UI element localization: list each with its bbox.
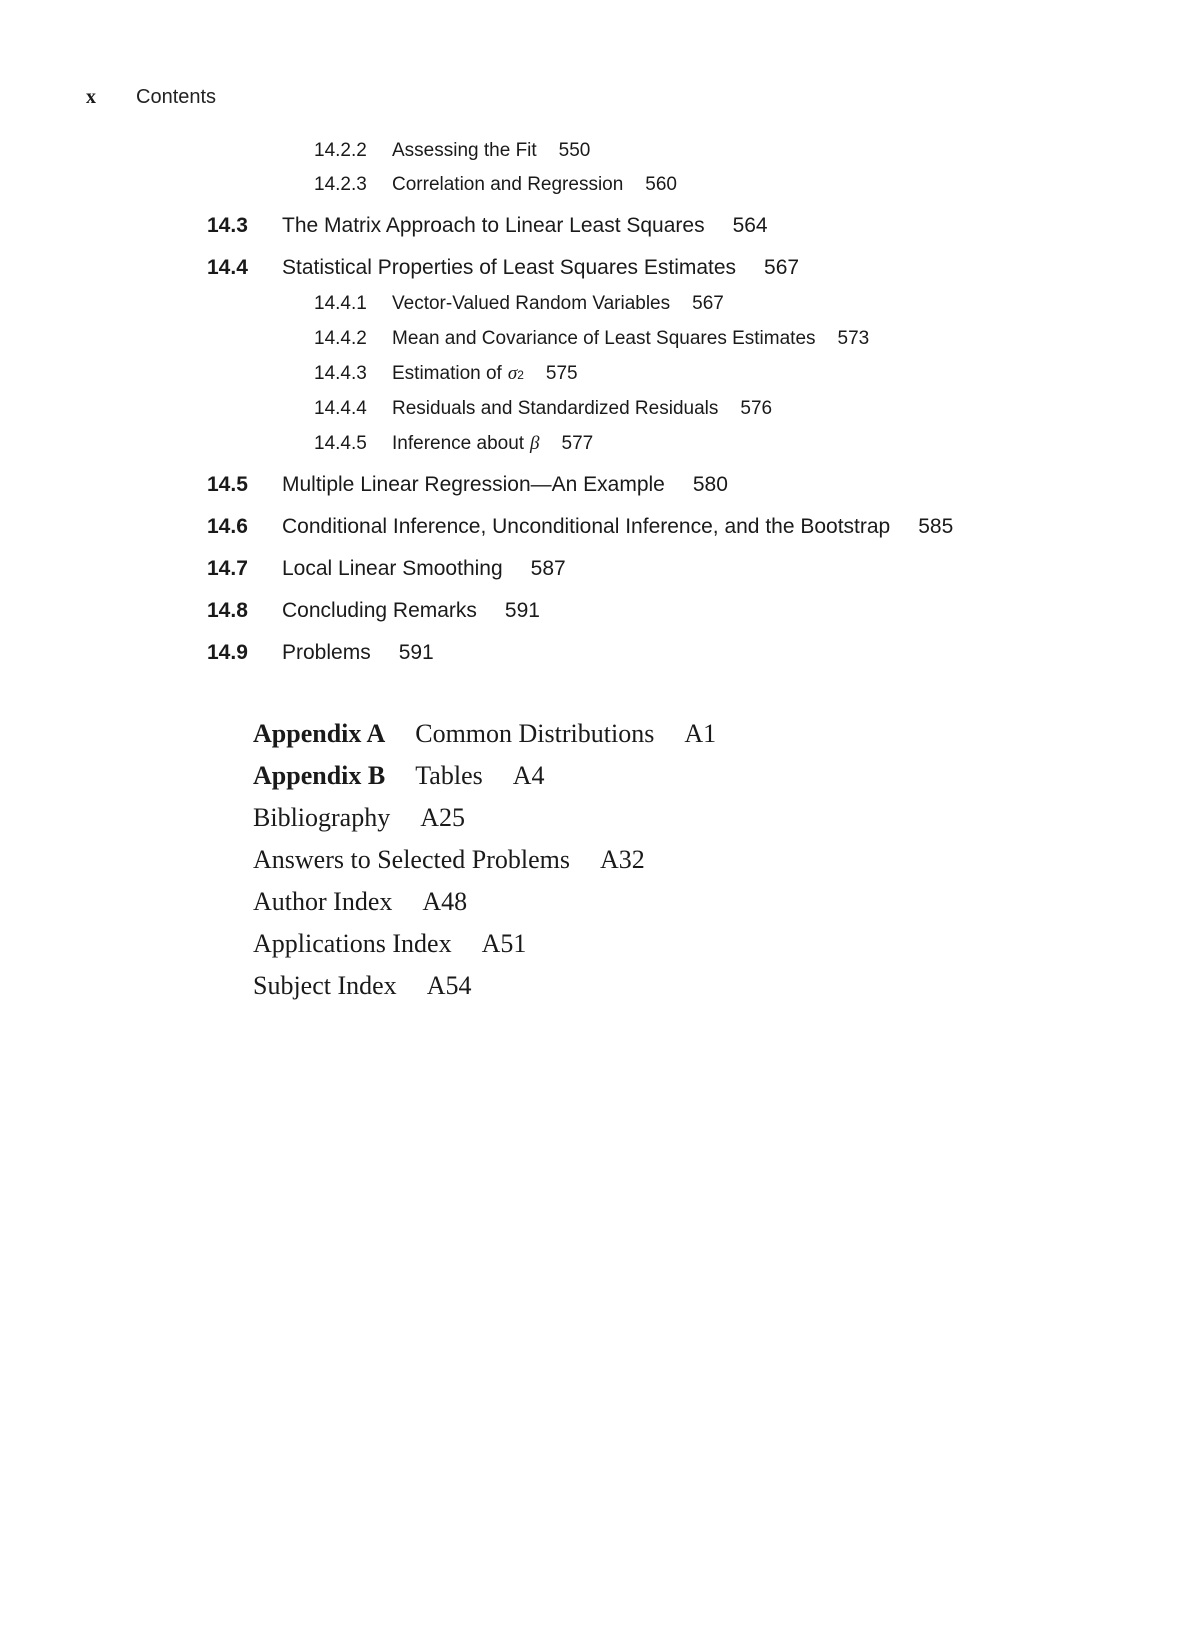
entry-title: Conditional Inference, Unconditional Inference, and the Bootstrap [282, 515, 891, 538]
entry-number: 14.7 [207, 557, 248, 580]
toc-entry-14-4-1[interactable] [314, 293, 724, 315]
entry-title: The Matrix Approach to Linear Least Squares [282, 214, 705, 237]
superscript: 2 [517, 368, 524, 382]
entry-number: 14.4.3 [314, 363, 367, 384]
entry-page: 577 [561, 433, 594, 454]
entry-number: 14.4.1 [314, 293, 367, 314]
entry-number: 14.4 [207, 256, 248, 279]
entry-title: Applications Index [253, 929, 452, 958]
entry-title: Estimation of [392, 363, 502, 384]
entry-page: 575 [545, 363, 578, 384]
toc-entry-14-2-3[interactable] [314, 174, 677, 196]
appendix-label: Appendix B [253, 761, 386, 790]
entry-page: A25 [420, 803, 465, 832]
entry-title: Tables [415, 761, 483, 790]
entry-title: Multiple Linear Regression—An Example [282, 473, 665, 496]
entry-title: Vector-Valued Random Variables [392, 293, 671, 314]
entry-title: Subject Index [253, 971, 397, 1000]
entry-title: Assessing the Fit [392, 140, 537, 161]
toc-entry-14-4-5[interactable] [314, 433, 593, 455]
entry-page: 550 [558, 140, 591, 161]
entry-page: A48 [422, 887, 468, 916]
entry-page: 585 [918, 515, 954, 538]
page-number: x [86, 86, 96, 108]
entry-title: Inference about [392, 433, 525, 454]
entry-page: 567 [764, 256, 800, 279]
toc-entry-14-4-2[interactable] [314, 328, 869, 350]
toc-entry-14-2-2[interactable] [314, 140, 590, 162]
entry-page: A1 [684, 719, 717, 748]
toc-entry-14-3[interactable] [207, 214, 768, 238]
entry-title: Answers to Selected Problems [253, 845, 571, 874]
entry-title: Mean and Covariance of Least Squares Estimates [392, 328, 816, 349]
appendix-label: Appendix A [253, 719, 386, 748]
toc-entry-14-9[interactable] [207, 641, 434, 665]
entry-title: Correlation and Regression [392, 174, 624, 195]
entry-page: A32 [600, 845, 645, 874]
entry-title: Author Index [253, 887, 393, 916]
entry-page: A51 [481, 929, 527, 958]
entry-number: 14.2.3 [314, 174, 367, 195]
toc-entry-applications-index[interactable] [253, 929, 526, 959]
running-head [86, 86, 216, 112]
entry-number: 14.2.2 [314, 140, 367, 161]
toc-entry-14-7[interactable] [207, 557, 566, 581]
entry-number: 14.5 [207, 473, 248, 496]
entry-page: 580 [692, 473, 728, 496]
toc-entry-bibliography[interactable] [253, 803, 465, 833]
entry-number: 14.4.2 [314, 328, 367, 349]
entry-title: Problems [282, 641, 371, 664]
sigma-symbol: σ [507, 363, 518, 384]
entry-number: 14.4.4 [314, 398, 367, 419]
toc-entry-appendix-b[interactable] [253, 761, 545, 791]
toc-entry-subject-index[interactable] [253, 971, 471, 1001]
beta-symbol: β [530, 433, 540, 454]
entry-number: 14.3 [207, 214, 248, 237]
toc-entry-answers[interactable] [253, 845, 645, 875]
toc-entry-author-index[interactable] [253, 887, 467, 917]
entry-number: 14.4.5 [314, 433, 367, 454]
toc-entry-appendix-a[interactable] [253, 719, 716, 749]
entry-title: Statistical Properties of Least Squares Estimates [282, 256, 737, 279]
running-head-title: Contents [136, 86, 217, 108]
entry-title: Bibliography [253, 803, 391, 832]
entry-title: Concluding Remarks [282, 599, 477, 622]
entry-title: Common Distributions [415, 719, 655, 748]
toc-entry-14-8[interactable] [207, 599, 540, 623]
entry-page: 564 [732, 214, 768, 237]
entry-number: 14.9 [207, 641, 248, 664]
entry-title: Local Linear Smoothing [282, 557, 503, 580]
entry-number: 14.8 [207, 599, 248, 622]
entry-page: 587 [530, 557, 566, 580]
toc-entry-14-4-4[interactable] [314, 398, 772, 420]
entry-title: Residuals and Standardized Residuals [392, 398, 719, 419]
entry-page: A54 [426, 971, 472, 1000]
entry-page: 591 [398, 641, 434, 664]
entry-number: 14.6 [207, 515, 248, 538]
entry-page: 573 [837, 328, 870, 349]
entry-page: 591 [504, 599, 540, 622]
entry-page: 567 [692, 293, 724, 314]
entry-page: A4 [512, 761, 545, 790]
toc-entry-14-5[interactable] [207, 473, 728, 497]
toc-entry-14-4-3[interactable] [314, 363, 578, 385]
entry-page: 560 [645, 174, 677, 195]
toc-entry-14-4[interactable] [207, 256, 799, 280]
entry-page: 576 [740, 398, 773, 419]
toc-entry-14-6[interactable] [207, 515, 953, 539]
